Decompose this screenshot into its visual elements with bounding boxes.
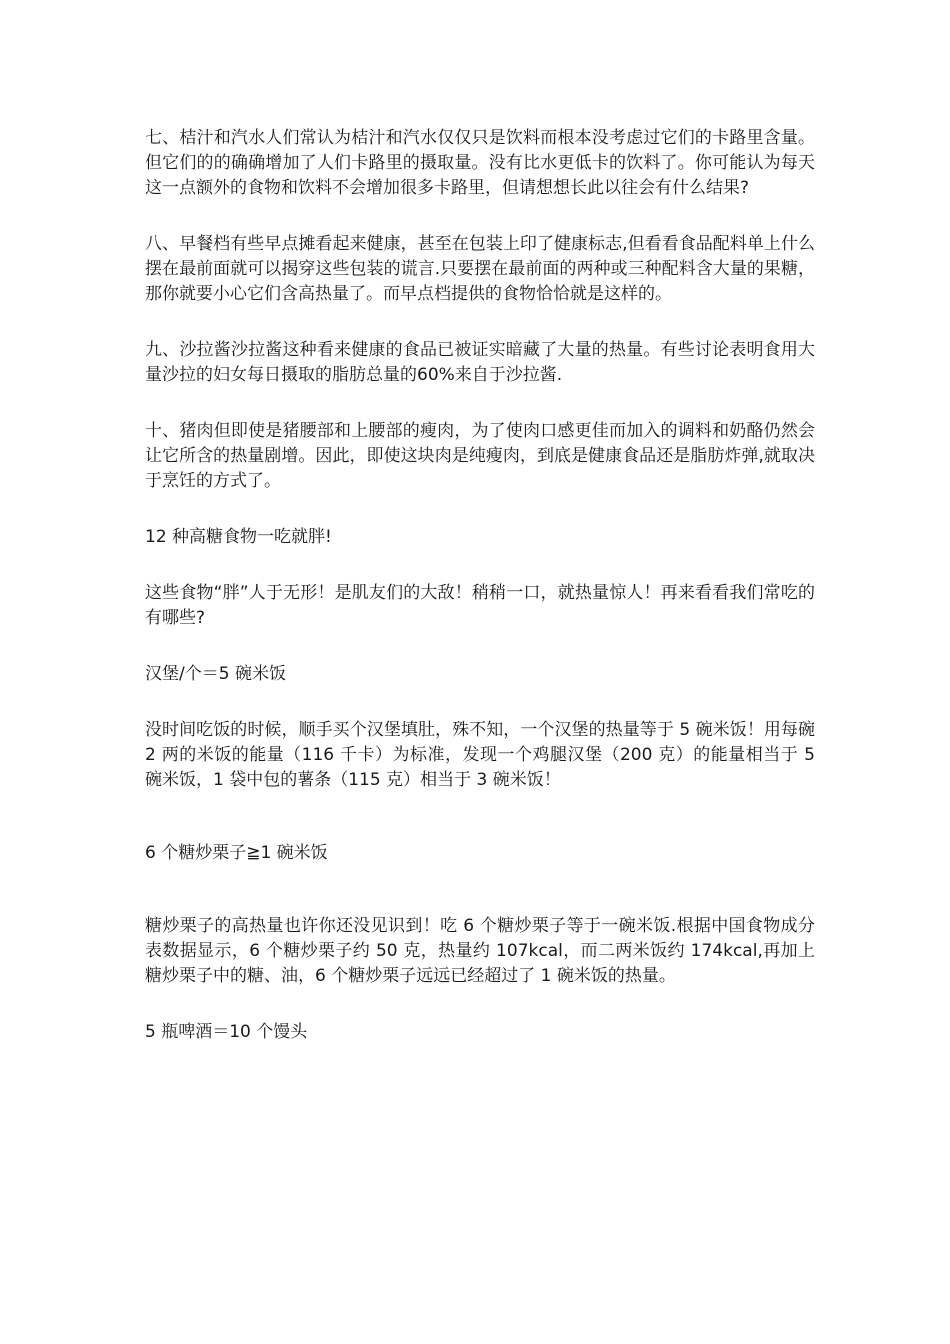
subheading-chestnuts: 6 个糖炒栗子≧1 碗米饭 [145, 843, 328, 863]
paragraph-intro: 这些食物“胖”人于无形！是肌友们的大敌！稍稍一口，就热量惊人！再来看看我们常吃的有哪些? [145, 583, 815, 628]
paragraph-breakfast-stall: 八、早餐档有些早点摊看起来健康，甚至在包装上印了健康标志,但看看食品配料单上什么摆在最前面就可以揭穿这些包装的谎言.只要摆在最前面的两种或三种配料含大量的果糖，那你就要小心它们含高热量了。而早点档提供的食物恰恰就是这样的。 [145, 234, 815, 304]
paragraph-pork: 十、猪肉但即使是猪腰部和上腰部的瘦肉，为了使肉口感更佳而加入的调料和奶酪仍然会让它所含的热量剧增。因此，即使这块肉是纯瘦肉，到底是健康食品还是脂肪炸弹,就取决于烹饪的方式了。 [145, 421, 815, 491]
paragraph-salad-dressing: 九、沙拉酱沙拉酱这种看来健康的食品已被证实暗藏了大量的热量。有些讨论表明食用大量沙拉的妇女每日摄取的脂肪总量的60%来自于沙拉酱. [145, 340, 815, 385]
subheading-hamburger: 汉堡/个＝5 碗米饭 [145, 664, 286, 684]
paragraph-chestnuts: 糖炒栗子的高热量也许你还没见识到！吃 6 个糖炒栗子等于一碗米饭.根据中国食物成分表数据显示，6 个糖炒栗子约 50 克，热量约 107kcal，而二两米饭约 174kcal,再加上糖炒栗子中的糖、油，6 个糖炒栗子远远已经超过了 1 碗米饭的热量。 [145, 916, 815, 986]
paragraph-orange-juice-soda: 七、桔汁和汽水人们常认为桔汁和汽水仅仅只是饮料而根本没考虑过它们的卡路里含量。但它们的的确确增加了人们卡路里的摄取量。没有比水更低卡的饮料了。你可能认为每天这一点额外的食物和饮料不会增加很多卡路里，但请想想长此以往会有什么结果? [145, 128, 815, 198]
paragraph-hamburger: 没时间吃饭的时候，顺手买个汉堡填肚，殊不知，一个汉堡的热量等于 5 碗米饭！用每碗 2 两的米饭的能量（116 千卡）为标准，发现一个鸡腿汉堡（200 克）的能量相当于 5 碗米饭，1 袋中包的薯条（115 克）相当于 3 碗米饭！ [145, 720, 815, 790]
document-body [145, 126, 815, 1076]
subheading-beer: 5 瓶啤酒＝10 个馒头 [145, 1022, 308, 1042]
section-heading-high-sugar-foods: 12 种高糖食物一吃就胖! [145, 527, 332, 547]
